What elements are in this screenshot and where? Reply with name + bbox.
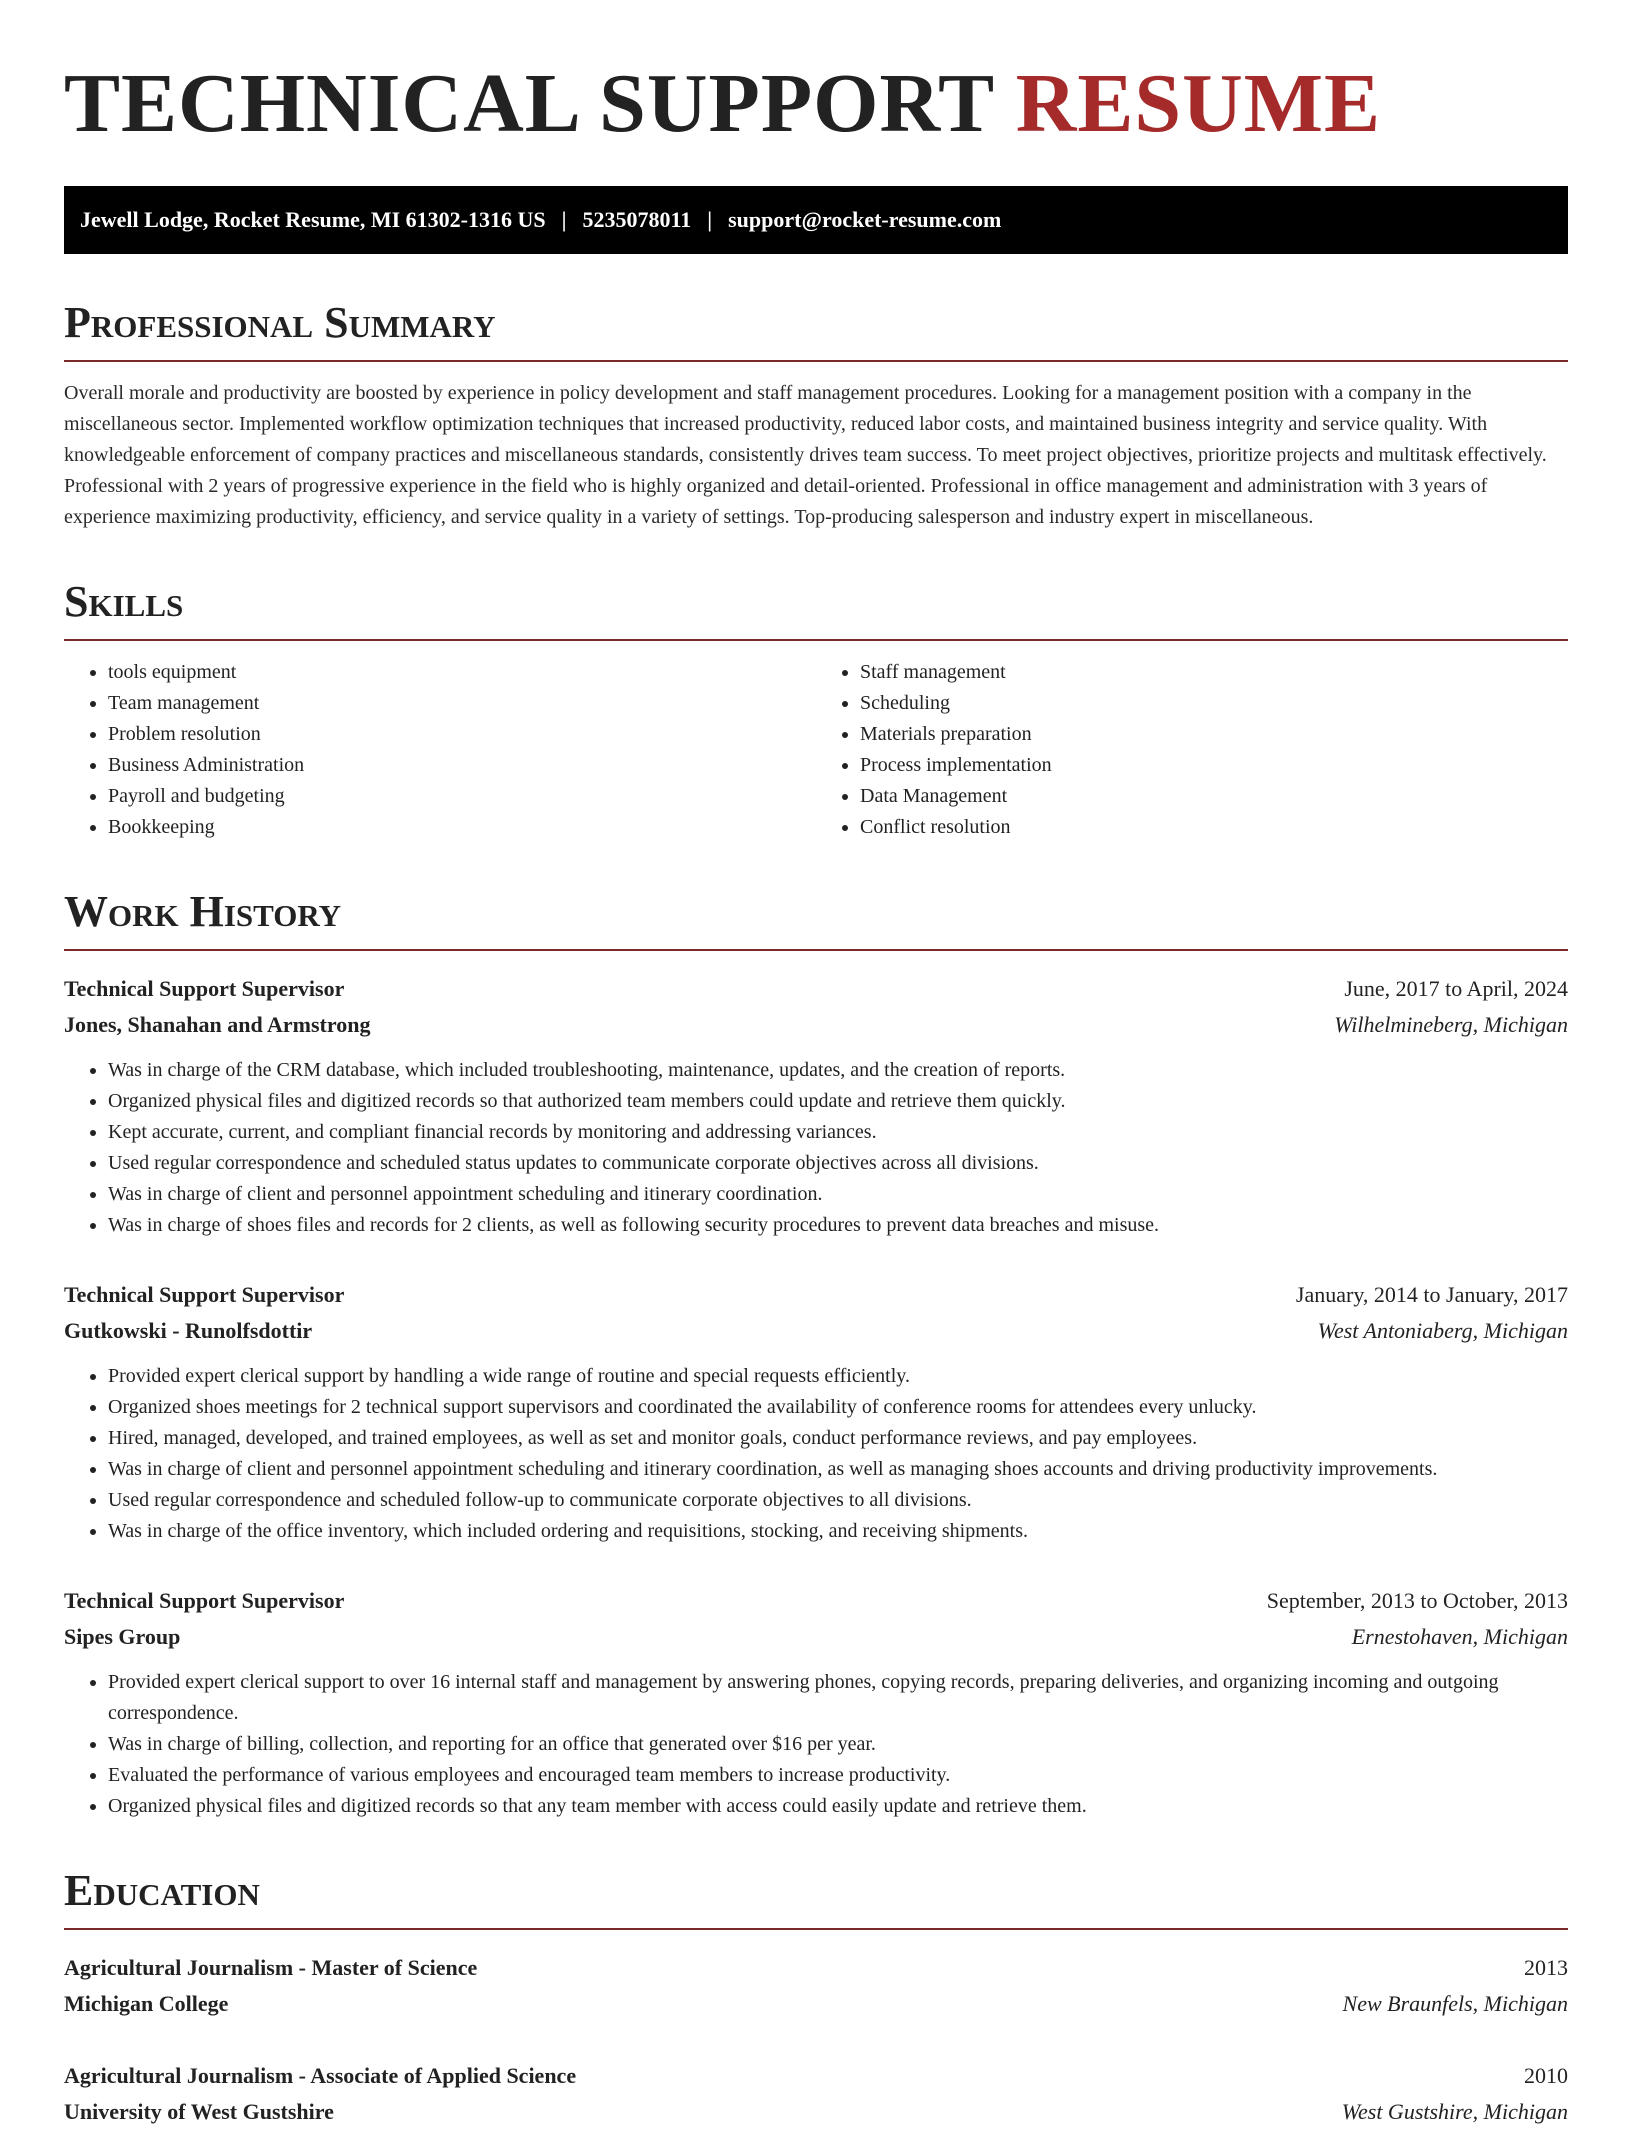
skill-item: • Problem resolution: [108, 719, 816, 750]
skills-section: [64, 577, 1568, 843]
skill-item: • Materials preparation: [860, 719, 1568, 750]
title-main: TECHNICAL SUPPORT: [64, 57, 994, 150]
education-header: [64, 1950, 1568, 1986]
resume-title: [64, 56, 1568, 152]
education-location: West Gustshire, Michigan: [1341, 2099, 1568, 2124]
job-subheader: [64, 1007, 1568, 1043]
education-section: [64, 1866, 1568, 2130]
contact-separator: |: [561, 207, 567, 232]
job-subheader: [64, 1619, 1568, 1655]
job-bullet: • Organized physical files and digitized records so that authorized team members could update and retrieve them quickly.: [108, 1086, 1568, 1117]
job-bullet: • Organized physical files and digitized records so that any team member with access could easily update and retrieve them.: [108, 1791, 1568, 1822]
job-subheader: [64, 1313, 1568, 1349]
job-bullet: • Evaluated the performance of various employees and encouraged team members to increase productivity.: [108, 1760, 1568, 1791]
education-school: University of West Gustshire: [64, 2099, 334, 2124]
skills-list-left: [64, 657, 816, 843]
job-header: [64, 1583, 1568, 1619]
section-heading: Work History: [64, 887, 1568, 951]
section-heading: Education: [64, 1866, 1568, 1930]
contact-address: Jewell Lodge, Rocket Resume, MI 61302-1316 US: [80, 207, 546, 232]
education-degree: Agricultural Journalism - Master of Science: [64, 1955, 478, 1980]
job-location: West Antoniaberg, Michigan: [1317, 1318, 1568, 1343]
skills-list-right: [816, 657, 1568, 843]
job-dates: January, 2014 to January, 2017: [1295, 1282, 1568, 1307]
contact-separator: |: [707, 207, 713, 232]
job-bullets: [64, 1361, 1568, 1547]
education-year: 2010: [1524, 2063, 1568, 2088]
job-title: Technical Support Supervisor: [64, 1282, 345, 1307]
skill-item: • Scheduling: [860, 688, 1568, 719]
job-bullet: • Was in charge of billing, collection, and reporting for an office that generated over $16 per year.: [108, 1729, 1568, 1760]
education-entry: [64, 2058, 1568, 2130]
job-title: Technical Support Supervisor: [64, 1588, 345, 1613]
job-bullet: • Was in charge of the office inventory, which included ordering and requisitions, stocking, and receiving shipments.: [108, 1516, 1568, 1547]
education-degree: Agricultural Journalism - Associate of Applied Science: [64, 2063, 577, 2088]
job-bullet: • Organized shoes meetings for 2 technical support supervisors and coordinated the availability of conference rooms for attendees every unlucky.: [108, 1392, 1568, 1423]
contact-phone: 5235078011: [582, 207, 692, 232]
education-header: [64, 2058, 1568, 2094]
skill-item: • Team management: [108, 688, 816, 719]
job-bullet: • Used regular correspondence and scheduled status updates to communicate corporate objectives across all divisions.: [108, 1148, 1568, 1179]
contact-email[interactable]: support@rocket-resume.com: [728, 207, 1002, 232]
job-title: Technical Support Supervisor: [64, 976, 345, 1001]
skill-item: • tools equipment: [108, 657, 816, 688]
skill-item: • Staff management: [860, 657, 1568, 688]
job-bullet: • Was in charge of shoes files and records for 2 clients, as well as following security procedures to prevent data breaches and misuse.: [108, 1210, 1568, 1241]
job-entry: [64, 971, 1568, 1241]
job-bullet: • Used regular correspondence and scheduled follow-up to communicate corporate objectives to all divisions.: [108, 1485, 1568, 1516]
skills-columns: [64, 657, 1568, 843]
job-entry: [64, 1277, 1568, 1547]
skill-item: • Business Administration: [108, 750, 816, 781]
job-header: [64, 971, 1568, 1007]
job-bullet: • Was in charge of the CRM database, which included troubleshooting, maintenance, updates, and the creation of reports.: [108, 1055, 1568, 1086]
education-subheader: [64, 1986, 1568, 2022]
job-bullets: [64, 1055, 1568, 1241]
section-heading: Skills: [64, 577, 1568, 641]
education-entry: [64, 1950, 1568, 2022]
work-history-section: [64, 887, 1568, 1822]
job-bullet: • Kept accurate, current, and compliant financial records by monitoring and addressing variances.: [108, 1117, 1568, 1148]
job-bullet: • Hired, managed, developed, and trained employees, as well as set and monitor goals, conduct performance reviews, and pay employees.: [108, 1423, 1568, 1454]
title-accent: RESUME: [1015, 57, 1382, 150]
education-year: 2013: [1524, 1955, 1568, 1980]
education-location: New Braunfels, Michigan: [1342, 1991, 1568, 2016]
job-entry: [64, 1583, 1568, 1822]
job-company: Jones, Shanahan and Armstrong: [64, 1012, 371, 1037]
summary-text: Overall morale and productivity are boosted by experience in policy development and staff management procedures. Looking for a management position with a company in the miscellaneous sector. Implemented workflow optimization techniques that increased productivity, reduced labor costs, and maintained business integrity and service quality. With knowledgeable enforcement of company practices and miscellaneous standards, consistently drives team success. To meet project objectives, prioritize projects and multitask effectively. Professional with 2 years of progressive experience in the field who is highly organized and detail-oriented. Professional in office management and administration with 3 years of experience maximizing productivity, efficiency, and service quality in a variety of settings. Top-producing salesperson and industry expert in miscellaneous.: [64, 382, 1547, 528]
education-subheader: [64, 2094, 1568, 2130]
skill-item: • Bookkeeping: [108, 812, 816, 843]
job-dates: June, 2017 to April, 2024: [1344, 976, 1568, 1001]
skill-item: • Payroll and budgeting: [108, 781, 816, 812]
job-bullet: • Provided expert clerical support to over 16 internal staff and management by answering phones, copying records, preparing deliveries, and organizing incoming and outgoing correspondence.: [108, 1667, 1568, 1729]
skill-item: • Conflict resolution: [860, 812, 1568, 843]
section-heading: Professional Summary: [64, 298, 1568, 362]
job-header: [64, 1277, 1568, 1313]
skill-item: • Process implementation: [860, 750, 1568, 781]
job-company: Gutkowski - Runolfsdottir: [64, 1318, 313, 1343]
job-bullet: • Was in charge of client and personnel appointment scheduling and itinerary coordination.: [108, 1179, 1568, 1210]
job-bullet: • Provided expert clerical support by handling a wide range of routine and special requests efficiently.: [108, 1361, 1568, 1392]
job-location: Wilhelmineberg, Michigan: [1334, 1012, 1568, 1037]
education-school: Michigan College: [64, 1991, 229, 2016]
contact-bar: [64, 186, 1568, 254]
job-location: Ernestohaven, Michigan: [1351, 1624, 1568, 1649]
job-bullets: [64, 1667, 1568, 1822]
summary-section: [64, 298, 1568, 533]
job-bullet: • Was in charge of client and personnel appointment scheduling and itinerary coordination, as well as managing shoes accounts and driving productivity improvements.: [108, 1454, 1568, 1485]
job-dates: September, 2013 to October, 2013: [1266, 1588, 1568, 1613]
job-company: Sipes Group: [64, 1624, 181, 1649]
skill-item: • Data Management: [860, 781, 1568, 812]
